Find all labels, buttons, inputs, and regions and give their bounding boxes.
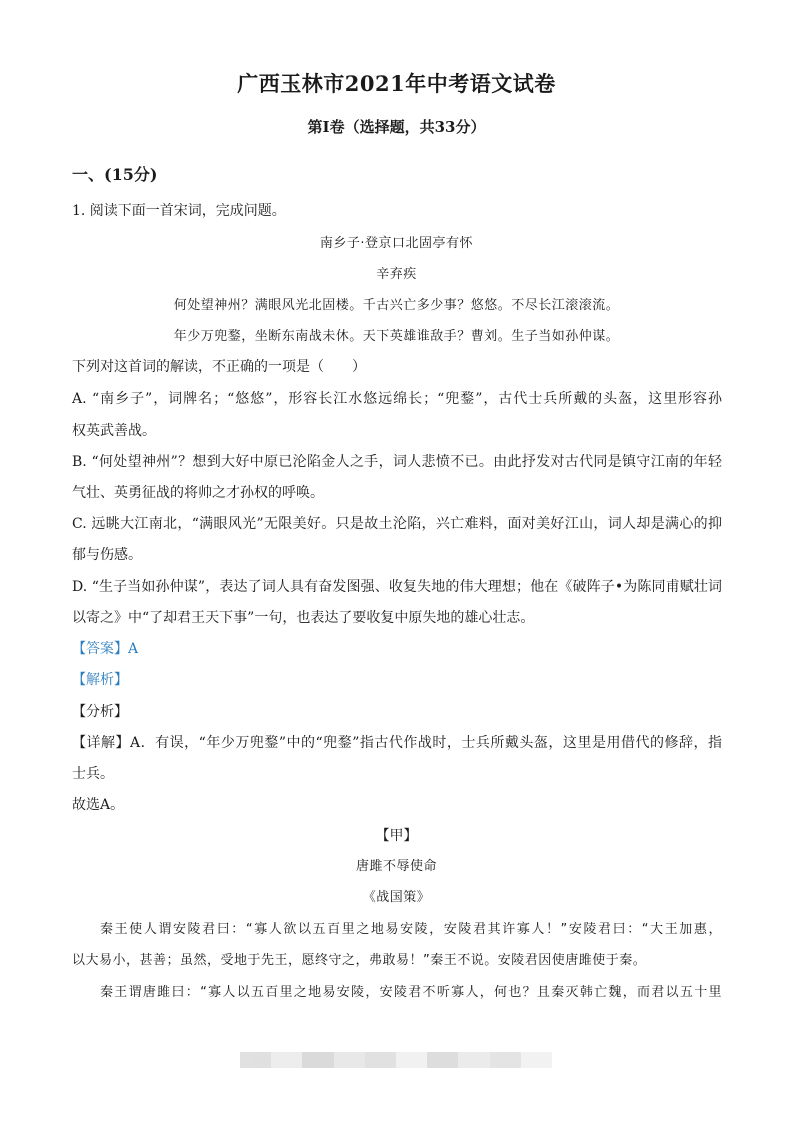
detail-text: 【详解】A．有误，“年少万兜鍪”中的“兜鍪”指古代作战时，士兵所戴头盔，这里是用借代的修辞，指: [72, 735, 722, 751]
answer-label: 【答案】A: [72, 641, 139, 657]
fenxi-label: 【分析】: [72, 704, 128, 720]
passage-paragraph: 秦王谓唐雎曰：“寡人以五百里之地易安陵，安陵君不听寡人，何也？且秦灭韩亡魏，而君以五十里: [100, 985, 722, 1000]
option-b-cont: 气壮、英勇征战的将帅之才孙权的呼唤。: [72, 485, 324, 501]
passage-paragraph: 秦王使人谓安陵君曰：“寡人欲以五百里之地易安陵，安陵君其许寡人！”安陵君曰：“大王加惠，: [100, 922, 722, 937]
poem-author: 辛弃疾: [376, 267, 417, 282]
option-c: C. 远眺大江南北，“满眼风光”无限美好。只是故土沦陷，兴亡难料，面对美好江山，词人却是满心的抑: [72, 516, 722, 532]
exam-title: 广西玉林市2021年中考语文试卷: [237, 71, 556, 96]
analysis-label: 【解析】: [72, 672, 128, 688]
option-b: B. “何处望神州”？想到大好中原已沦陷金人之手，词人悲愤不已。由此抒发对古代同是镇守江南的年轻: [72, 454, 722, 470]
passage-paragraph-cont: 以大易小，甚善；虽然，受地于先王，愿终守之，弗敢易！”秦王不说。安陵君因使唐雎使于秦。: [72, 953, 647, 968]
option-a-cont: 权英武善战。: [72, 423, 156, 439]
option-d-cont: 以寄之》中“了却君王天下事”一句，也表达了要收复中原失地的雄心壮志。: [72, 610, 535, 626]
question-prompt: 1. 阅读下面一首宋词，完成问题。: [72, 203, 286, 219]
exam-subtitle: 第Ⅰ卷（选择题，共33分）: [307, 118, 486, 136]
question-stem: 下列对这首词的解读，不正确的一项是（ ）: [72, 359, 366, 375]
conclusion: 故选A。: [72, 797, 125, 813]
section-heading: 一、(15分): [72, 165, 158, 184]
detail-text-cont: 士兵。: [72, 766, 114, 782]
poem-line: 何处望神州？满眼风光北固楼。千古兴亡多少事？悠悠。不尽长江滚滚流。: [173, 298, 620, 313]
passage-title: 唐雎不辱使命: [355, 859, 437, 874]
option-c-cont: 郁与伤感。: [72, 547, 142, 563]
option-d: D. “生子当如孙仲谋”，表达了词人具有奋发图强、收复失地的伟大理想；他在《破阵子•为陈同甫赋壮词: [72, 579, 722, 595]
passage-label: 【甲】: [375, 828, 418, 844]
blurred-watermark: [240, 1052, 552, 1068]
option-a: A. “南乡子”，词牌名；“悠悠”，形容长江水悠远绵长；“兜鍪”，古代士兵所戴的头盔，这里形容孙: [72, 391, 722, 407]
passage-source: 《战国策》: [362, 890, 431, 905]
poem-line: 年少万兜鍪，坐断东南战未休。天下英雄谁敌手？曹刘。生子当如孙仲谋。: [173, 329, 620, 344]
poem-title: 南乡子·登京口北固亭有怀: [319, 236, 474, 251]
